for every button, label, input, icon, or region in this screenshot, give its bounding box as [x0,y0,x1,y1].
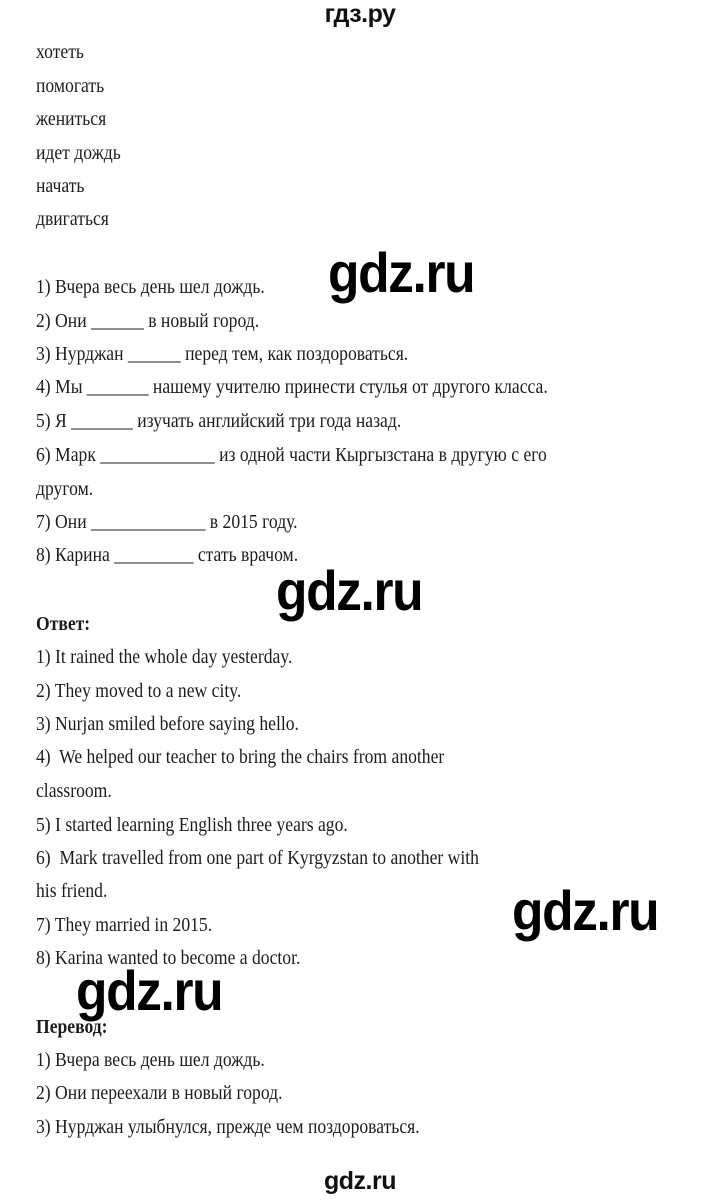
answer-item: 2) They moved to a new city. [36,680,242,702]
site-header-logo: гдз.ру [324,0,396,28]
watermark: gdz.ru [276,559,423,622]
exercise-item: 4) Мы _______ нашему учителю принести стулья от другого класса. [36,376,548,398]
word-list-item: хотеть [36,41,84,63]
exercise-item-continuation: другом. [36,478,94,500]
translation-heading: Перевод: [36,1016,108,1038]
answer-item: 4) We helped our teacher to bring the chairs from another [36,746,445,768]
answer-item: 6) Mark travelled from one part of Kyrgyzstan to another with [36,847,479,869]
exercise-item: 2) Они ______ в новый город. [36,310,260,332]
word-list-item: идет дождь [36,142,121,164]
word-list-item: помогать [36,75,105,97]
answer-heading: Ответ: [36,613,91,635]
exercise-item: 1) Вчера весь день шел дождь. [36,276,265,298]
watermark: gdz.ru [76,959,223,1022]
translation-item: 3) Нурджан улыбнулся, прежде чем поздороваться. [36,1116,420,1138]
exercise-item: 5) Я _______ изучать английский три года назад. [36,410,402,432]
exercise-item: 8) Карина _________ стать врачом. [36,544,299,566]
translation-item: 1) Вчера весь день шел дождь. [36,1049,265,1071]
answer-item-continuation: classroom. [36,780,112,802]
answer-item: 7) They married in 2015. [36,914,213,936]
answer-item: 8) Karina wanted to become a doctor. [36,947,301,969]
word-list-item: начать [36,175,85,197]
exercise-item: 6) Марк _____________ из одной части Кыргызстана в другую с его [36,444,547,466]
word-list-item: двигаться [36,208,109,230]
translation-item: 2) Они переехали в новый город. [36,1082,283,1104]
answer-item-continuation: his friend. [36,880,108,902]
watermark: gdz.ru [328,241,475,304]
watermark: gdz.ru [512,879,659,942]
answer-item: 3) Nurjan smiled before saying hello. [36,713,299,735]
exercise-item: 3) Нурджан ______ перед тем, как поздороваться. [36,343,409,365]
footer-watermark: gdz.ru [324,1167,396,1195]
answer-item: 1) It rained the whole day yesterday. [36,646,293,668]
answer-item: 5) I started learning English three years ago. [36,814,348,836]
exercise-item: 7) Они _____________ в 2015 году. [36,511,298,533]
word-list-item: жениться [36,108,107,130]
